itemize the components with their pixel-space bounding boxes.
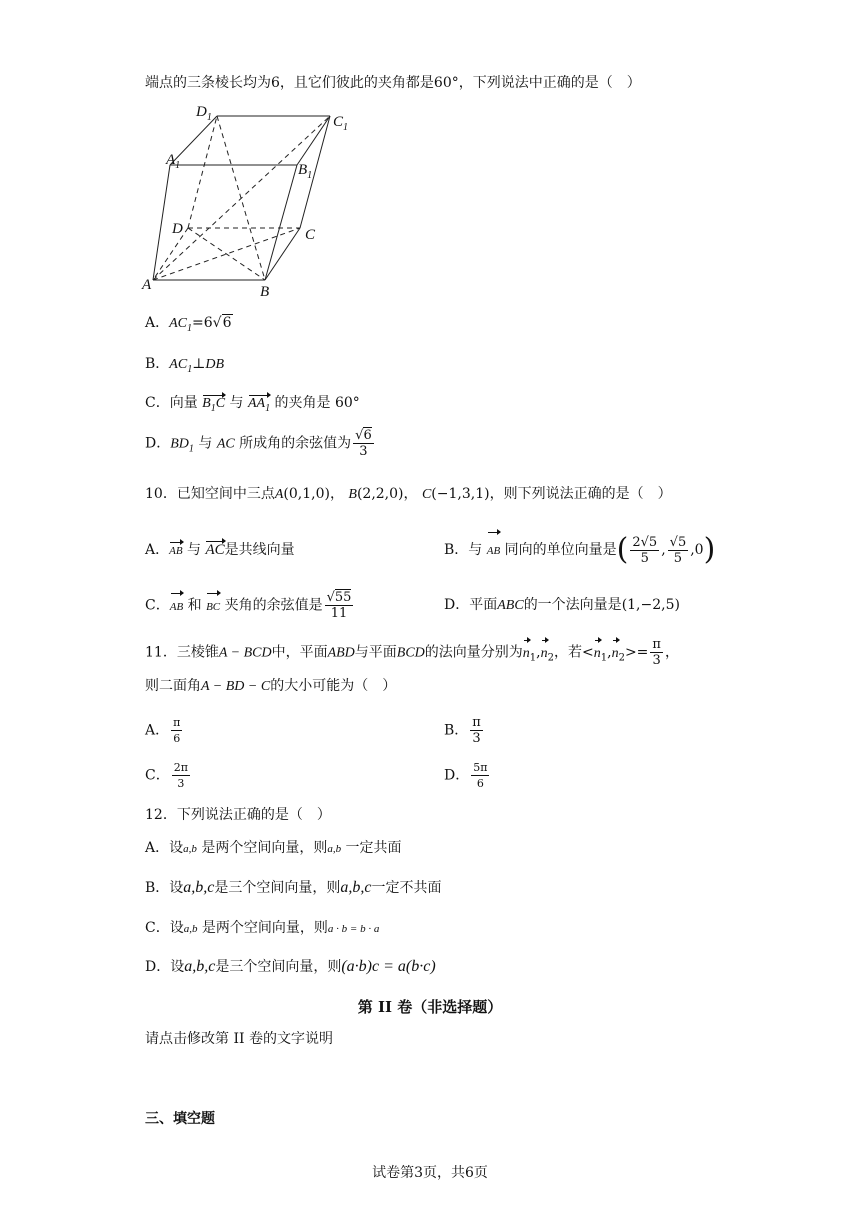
label-B1: $B_1$ xyxy=(298,162,313,181)
q11-option-c: C． $\frac{2\pi}{3}$ xyxy=(145,761,188,790)
section-3-title: 三、填空题 xyxy=(145,1111,215,1127)
label-B: B xyxy=(260,284,270,300)
label-C: C xyxy=(305,227,316,243)
q10-option-a: A．AB 与 AC是共线向量 xyxy=(145,540,295,561)
q10-stem: 10．已知空间中三点A(0,1,0)， B(2,2,0)， C(−1,3,1)，则下列说法正确的是（ ） xyxy=(145,486,672,502)
label-A1: $A_1$ xyxy=(166,152,181,171)
q9-option-c: C．向量 $B_1C$ 与 $AA_1$ 的夹角是 60° xyxy=(145,393,360,419)
q12-option-d: D．设a,b,c是三个空间向量，则(a·b)c = a(b·c) xyxy=(145,958,436,975)
q11-option-d: D． $\frac{5\pi}{6}$ xyxy=(444,761,488,790)
label-D1: $D_1$ xyxy=(196,104,212,123)
q10-option-c: C．AB 和 BC 夹角的余弦值是 $\frac{√55}{11}$ xyxy=(145,590,352,621)
label-D: D xyxy=(172,221,183,237)
q11-stem-line1: 11．三棱锥A − BCD中，平面ABD与平面BCD的法向量分别为$n_1,n_2$，若$<n_1,n_2>=$ $\frac{\pi}{3}$ ， xyxy=(145,637,679,668)
part2-note[interactable]: 请点击修改第 II 卷的文字说明 xyxy=(145,1031,333,1047)
q11-stem-line2: 则二面角A − BD − C的大小可能为（ ） xyxy=(145,678,397,694)
q9-option-b: B．$AC_1\perp DB$ xyxy=(145,356,225,375)
page-footer: 试卷第3页，共6页 xyxy=(372,1165,488,1181)
q11-option-a: A． $\frac{\pi}{6}$ xyxy=(145,716,181,745)
q9-option-d: D．$BD_1$ 与 AC 所成角的余弦值为 $\frac{√6}{3}$ xyxy=(145,428,372,459)
q10-option-d: D．平面ABC的一个法向量是(1,−2,5) xyxy=(444,597,680,613)
q9-stem: 端点的三条棱长均为6，且它们彼此的夹角都是60°，下列说法中正确的是（ ） xyxy=(145,75,641,91)
label-C1: $C_1$ xyxy=(333,114,349,133)
part2-title: 第 II 卷（非选择题） xyxy=(357,998,503,1016)
q10-option-b: B．与 AB 同向的单位向量是( $\frac{2√5}{5}$ , $\frac{√5}{5}$ ,0) xyxy=(444,530,715,571)
q12-stem: 12．下列说法正确的是（ ） xyxy=(145,807,331,823)
q11-option-b: B． $\frac{\pi}{3}$ xyxy=(444,715,481,746)
q12-option-b: B．设a,b,c是三个空间向量，则a,b,c一定不共面 xyxy=(145,879,442,896)
q12-option-a: A．设a,b 是两个空间向量，则a,b 一定共面 xyxy=(145,840,402,856)
label-A: A xyxy=(142,277,152,293)
q12-option-c: C．设a,b 是两个空间向量，则a · b = b · a xyxy=(145,920,380,936)
q9-option-a: A．$AC_1=6√6$ xyxy=(145,315,232,334)
parallelepiped-figure xyxy=(140,100,370,300)
